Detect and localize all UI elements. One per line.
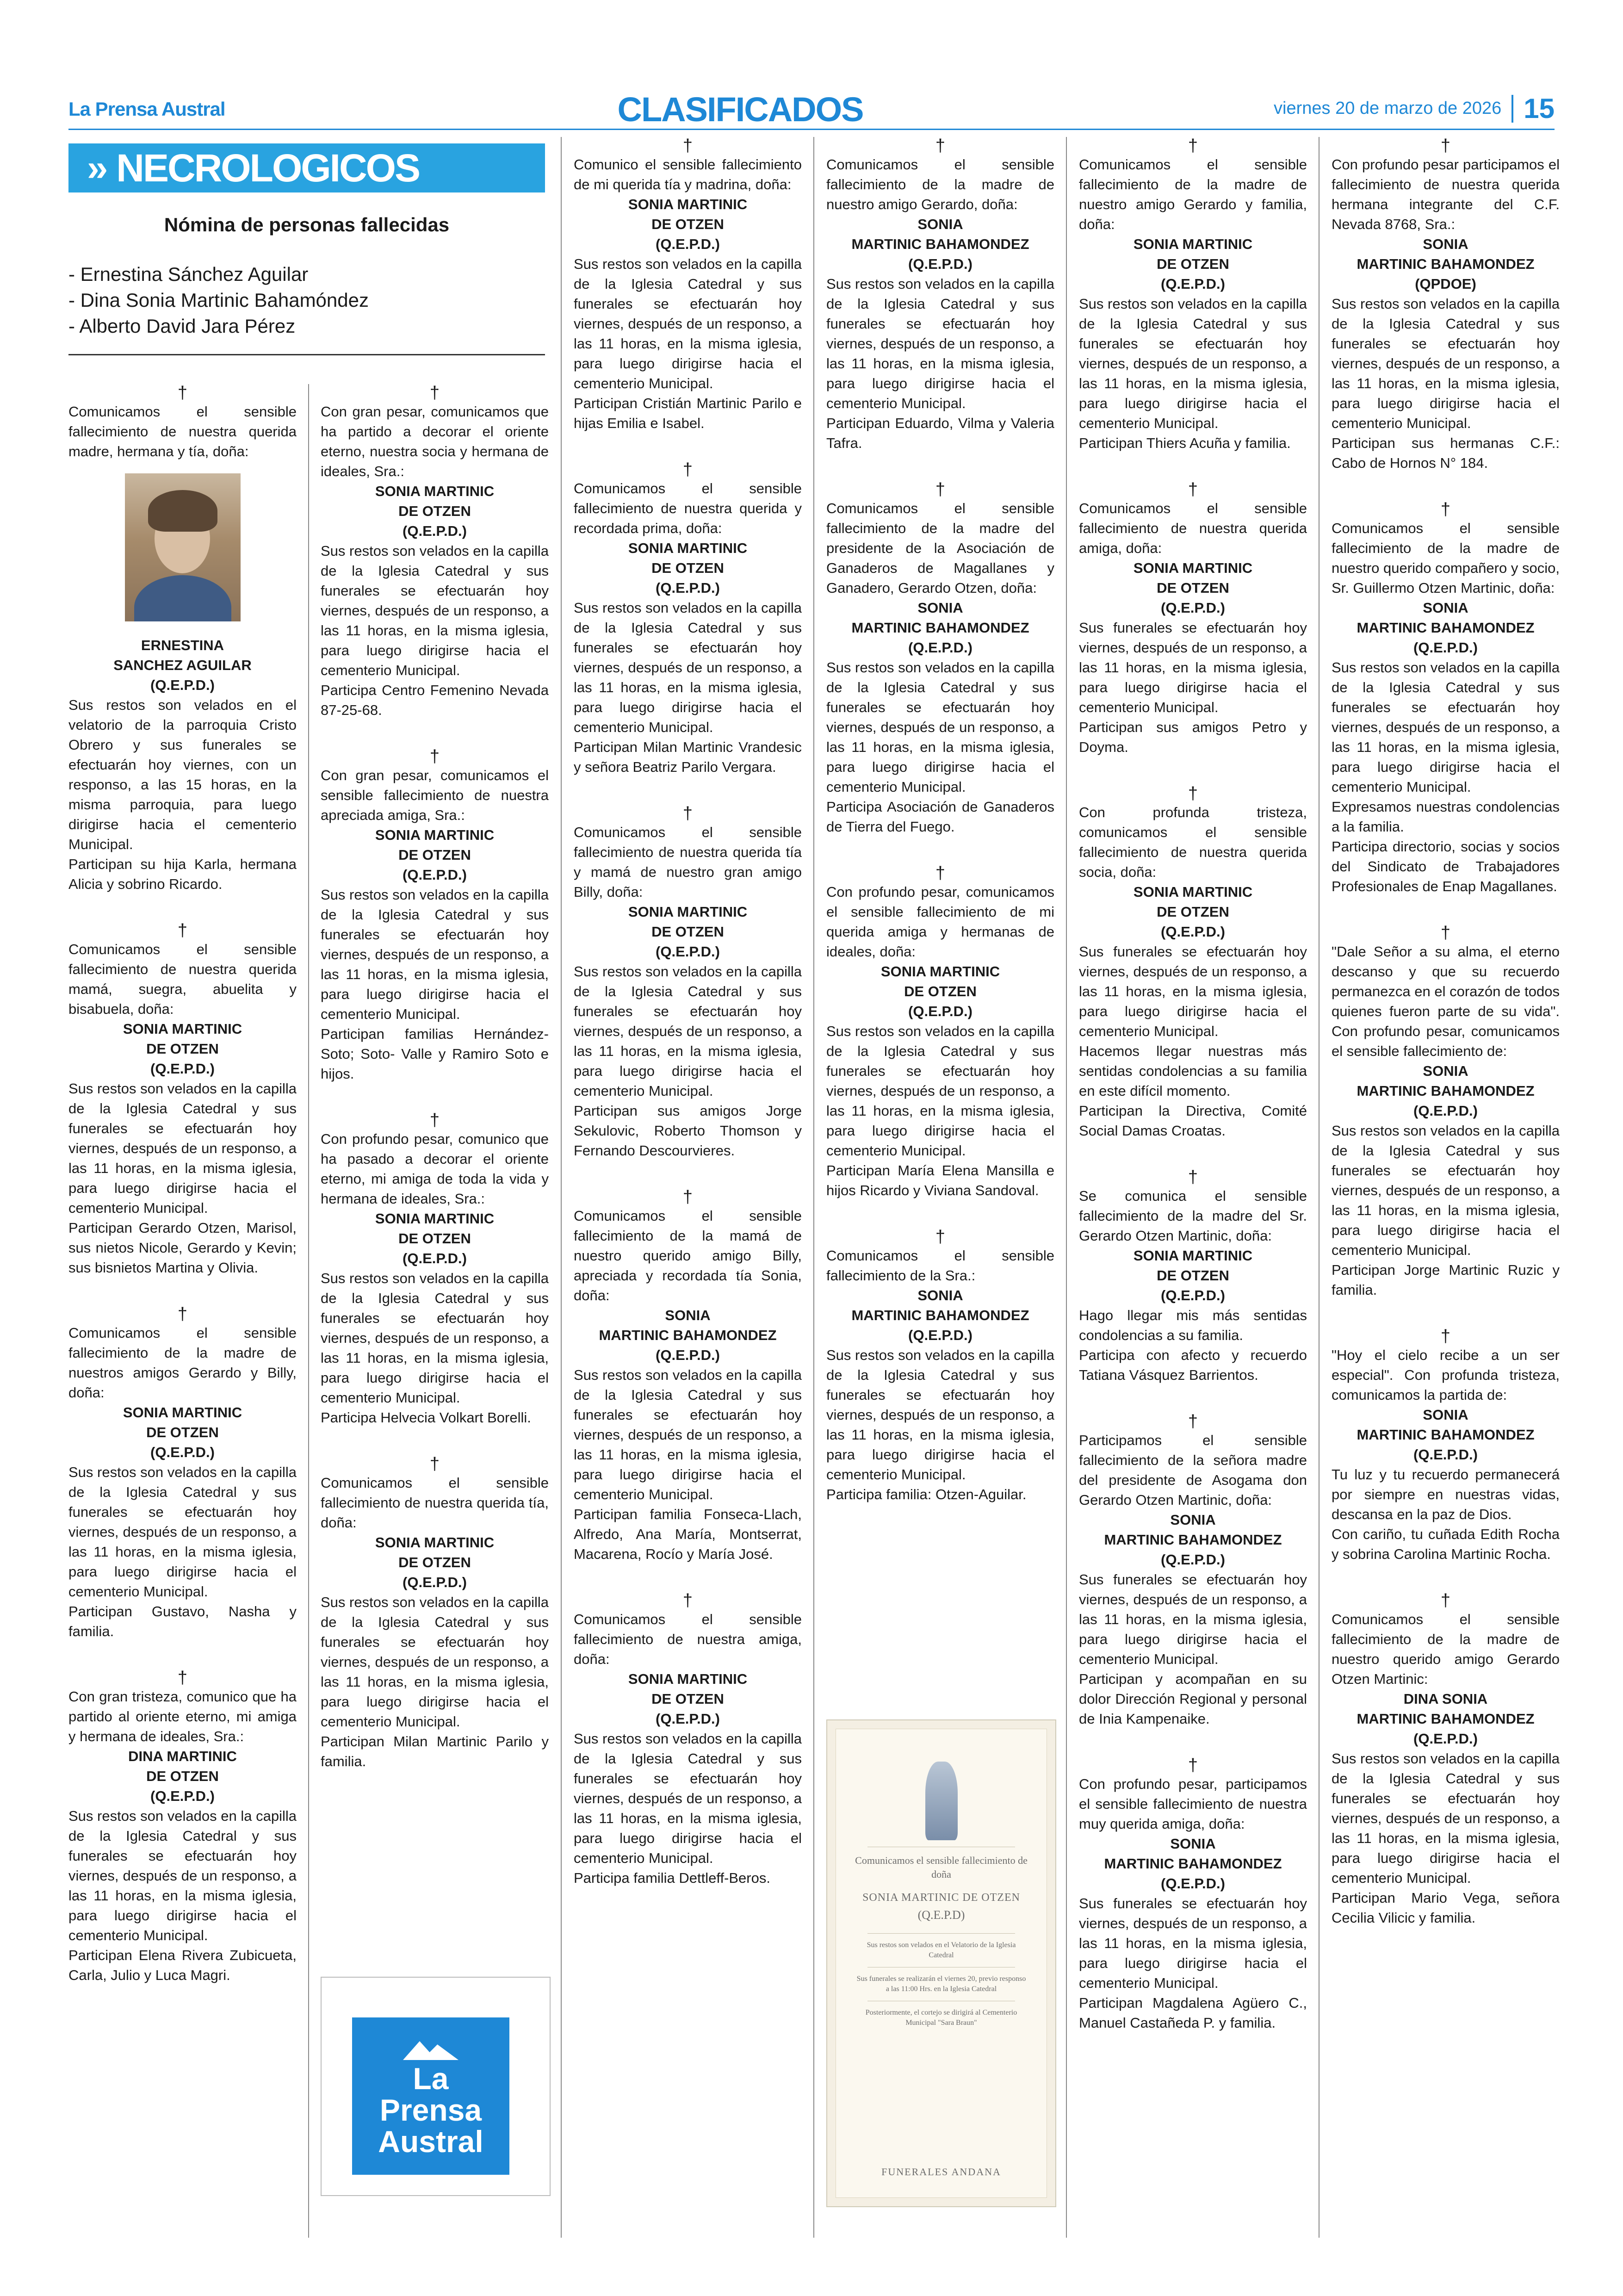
qepd-label: (Q.E.P.D.) bbox=[150, 1788, 215, 1804]
notice-intro: Con gran tristeza, comunico que ha partido al oriente eterno, mi amiga y hermana de ideales, Sra.: bbox=[68, 1688, 297, 1744]
deceased-name: DE OTZEN bbox=[146, 1424, 219, 1440]
column-divider bbox=[308, 384, 309, 2238]
mountains-icon bbox=[403, 2035, 458, 2063]
cross-icon: † bbox=[429, 1454, 440, 1474]
deceased-name: MARTINIC BAHAMONDEZ bbox=[1357, 1711, 1535, 1727]
obituary-notice bbox=[68, 1305, 297, 1641]
card-rule bbox=[867, 1933, 1015, 1934]
deceased-name: SONIA bbox=[665, 1307, 711, 1323]
funeral-card-inner bbox=[836, 1729, 1047, 2198]
notice-participants: Participan Jorge Martinic Ruzic y familia. bbox=[1332, 1262, 1560, 1298]
obituary-notice bbox=[574, 461, 802, 777]
notice-intro: Con profunda tristeza, comunicamos el sensible fallecimiento de nuestra querida socia, doña: bbox=[1079, 804, 1307, 880]
notice-participants: Participan Gerardo Otzen, Marisol, sus nietos Nicole, Gerardo y Kevin; sus bisnietos Martina y Olivia. bbox=[68, 1220, 297, 1276]
notice-body: Sus restos son velados en la capilla de la Iglesia Catedral y sus funerales se efectuarán hoy viernes, después de un responso, a las 11 horas, en la misma iglesia, para luego dirigirse hacia el cementerio Municipal. bbox=[321, 887, 549, 1022]
obituary-notice bbox=[68, 384, 297, 894]
qepd-label: (Q.E.P.D.) bbox=[1161, 1551, 1225, 1568]
deceased-name: SONIA bbox=[1170, 1512, 1216, 1528]
notice-participants: Participan y acompañan en su dolor Dirección Regional y personal de Inia Kampenaike. bbox=[1079, 1671, 1307, 1727]
card-funeral-home: FUNERALES ANDANA bbox=[881, 2166, 1001, 2178]
deceased-name: SONIA MARTINIC bbox=[628, 196, 748, 212]
deceased-name: DE OTZEN bbox=[398, 1230, 471, 1247]
notice-body: Hago llegar mis más sentidas condolencias a su familia. bbox=[1079, 1307, 1307, 1343]
notice-intro: Comunicamos el sensible fallecimiento de la madre de nuestro querido compañero y socio, Sr. Guillermo Otzen Martinic, doña: bbox=[1332, 520, 1560, 596]
notice-participants: Con cariño, tu cuñada Edith Rocha y sobrina Carolina Martinic Rocha. bbox=[1332, 1526, 1560, 1562]
section-heading: CLASIFICADOS bbox=[617, 90, 863, 129]
qepd-label: (Q.E.P.D.) bbox=[656, 943, 720, 960]
deceased-name: MARTINIC BAHAMONDEZ bbox=[851, 1307, 1029, 1323]
deceased-name: DE OTZEN bbox=[651, 924, 724, 940]
deceased-name: SONIA MARTINIC bbox=[375, 827, 495, 843]
obituary-notice bbox=[1079, 1168, 1307, 1385]
notice-intro: Comunicamos el sensible fallecimiento de nuestra amiga, doña: bbox=[574, 1611, 802, 1667]
notice-intro: Comunicamos el sensible fallecimiento de nuestra querida y recordada prima, doña: bbox=[574, 480, 802, 536]
obituary-notice bbox=[1332, 501, 1560, 896]
cross-icon: † bbox=[177, 921, 188, 940]
cross-icon: † bbox=[1188, 136, 1198, 155]
issue-date: viernes 20 de marzo de 2026 bbox=[1274, 99, 1502, 118]
notice-participants: Participa Centro Femenino Nevada 87-25-68. bbox=[321, 682, 549, 718]
notice-body: Sus restos son velados en la capilla de la Iglesia Catedral y sus funerales se efectuarán hoy viernes, después de un responso, a las 11 horas, en la misma iglesia, para luego dirigirse hacia el cementerio Municipal. bbox=[1332, 296, 1560, 431]
notice-participants: Participan la Directiva, Comité Social Damas Croatas. bbox=[1079, 1103, 1307, 1139]
nomina-item: - Ernestina Sánchez Aguilar bbox=[68, 263, 309, 285]
obituary-notice bbox=[1079, 481, 1307, 757]
notice-body: Sus restos son velados en la capilla de la Iglesia Catedral y sus funerales se efectuarán hoy viernes, después de un responso, a las 11 horas, en la misma iglesia, para luego dirigirse hacia el cementerio Municipal. bbox=[321, 1270, 549, 1406]
deceased-name: MARTINIC BAHAMONDEZ bbox=[1357, 620, 1535, 636]
notice-participants: Participan María Elena Mansilla e hijos Ricardo y Viviana Sandoval. bbox=[826, 1162, 1054, 1198]
column-divider bbox=[813, 137, 814, 2238]
notice-column-4 bbox=[826, 137, 1054, 1532]
obituary-notice bbox=[574, 805, 802, 1160]
qepd-label: (Q.E.P.D.) bbox=[150, 1061, 215, 1077]
double-chevron-icon: ›› bbox=[87, 147, 105, 188]
deceased-name: SONIA bbox=[1423, 1063, 1468, 1079]
notice-column-1 bbox=[68, 384, 297, 2013]
notice-participants: Participan Elena Rivera Zubicueta, Carla, Julio y Luca Magri. bbox=[68, 1947, 297, 1983]
notice-participants: Participa directorio, socias y socios del Sindicato de Trabajadores Profesionales de Enap Magallanes. bbox=[1332, 838, 1560, 894]
notice-participants: Participa familia: Otzen-Aguilar. bbox=[826, 1486, 1027, 1502]
newspaper-logo bbox=[352, 2017, 509, 2175]
nomina-list bbox=[68, 261, 369, 339]
notice-body: Sus funerales se efectuarán hoy viernes, después de un responso, a las 11 horas, en la misma iglesia, para luego dirigirse hacia el cementerio Municipal. bbox=[1079, 943, 1307, 1039]
obituary-notice bbox=[321, 748, 549, 1084]
deceased-photo bbox=[125, 473, 241, 621]
cross-icon: † bbox=[1440, 923, 1451, 943]
notice-participants: Participan sus hermanas C.F.: Cabo de Hornos N° 184. bbox=[1332, 435, 1560, 471]
obituary-notice bbox=[1332, 924, 1560, 1300]
cross-icon: † bbox=[1440, 500, 1451, 519]
deceased-name: DE OTZEN bbox=[1157, 904, 1229, 920]
nomina-title: Nómina de personas fallecidas bbox=[164, 214, 450, 236]
card-funeral-info: Sus funerales se realizarán el viernes 20, previo responso a las 11:00 Hrs. en la Iglesia Catedral bbox=[856, 1975, 1026, 1993]
qepd-label: (Q.E.P.D.) bbox=[656, 236, 720, 252]
notice-body: Sus restos son velados en la capilla de la Iglesia Catedral y sus funerales se efectuarán hoy viernes, después de un responso, a las 11 horas, en la misma iglesia, para luego dirigirse hacia el cementerio Municipal. bbox=[1332, 659, 1560, 795]
qepd-label: (Q.E.P.D.) bbox=[656, 1347, 720, 1363]
obituary-notice bbox=[1079, 137, 1307, 453]
notice-column-6 bbox=[1332, 137, 1560, 1955]
cross-icon: † bbox=[682, 1187, 693, 1207]
deceased-name: SONIA MARTINIC bbox=[375, 483, 495, 499]
cross-icon: † bbox=[1440, 136, 1451, 155]
notice-intro: Comunico el sensible fallecimiento de mi querida tía y madrina, doña: bbox=[574, 156, 802, 192]
deceased-name: ERNESTINA bbox=[141, 637, 224, 653]
deceased-name: SONIA MARTINIC bbox=[628, 1671, 748, 1687]
cross-icon: † bbox=[682, 1591, 693, 1610]
deceased-name: SONIA MARTINIC bbox=[880, 963, 1000, 980]
notice-participants: Participa Helvecia Volkart Borelli. bbox=[321, 1409, 531, 1426]
cross-icon: † bbox=[1440, 1591, 1451, 1610]
obituary-notice bbox=[1332, 1328, 1560, 1564]
logo-text-austral: Austral bbox=[378, 2124, 483, 2159]
column-divider bbox=[561, 137, 562, 2238]
obituary-notice bbox=[321, 384, 549, 720]
deceased-name: MARTINIC BAHAMONDEZ bbox=[1357, 256, 1535, 272]
nomina-item: - Dina Sonia Martinic Bahamóndez bbox=[68, 289, 369, 311]
notice-body: Sus restos son velados en la capilla de la Iglesia Catedral y sus funerales se efectuarán hoy viernes, después de un responso, a las 11 horas, en la misma iglesia, para luego dirigirse hacia el cementerio Municipal. bbox=[1332, 1123, 1560, 1258]
card-deceased-name: SONIA MARTINIC DE OTZEN bbox=[862, 1892, 1020, 1904]
qepd-label: (Q.E.P.D.) bbox=[150, 1444, 215, 1460]
qepd-label: (Q.E.P.D.) bbox=[1413, 1103, 1478, 1119]
obituary-notice bbox=[321, 1111, 549, 1427]
section-title-box bbox=[68, 143, 545, 192]
notice-participants: Participan sus amigos Jorge Sekulovic, Roberto Thomson y Fernando Descourvieres. bbox=[574, 1103, 802, 1159]
deceased-name: DE OTZEN bbox=[146, 1041, 219, 1057]
notice-intro: Comunicamos el sensible fallecimiento de la Sra.: bbox=[826, 1247, 1054, 1284]
qepd-label: (Q.E.P.D.) bbox=[656, 580, 720, 596]
qepd-label: (Q.E.P.D.) bbox=[908, 1003, 973, 1019]
obituary-notice bbox=[826, 864, 1054, 1200]
notice-body: Sus restos son velados en el velatorio de la parroquia Cristo Obrero y sus funerales se efectuarán hoy viernes, con un responso, a las 15 horas, en la misma parroquia, para luego dirigirse hacia el cementerio Municipal. bbox=[68, 697, 297, 852]
obituary-notice bbox=[321, 1455, 549, 1771]
notice-participants: Participan Mario Vega, señora Cecilia Vilicic y familia. bbox=[1332, 1890, 1560, 1926]
card-qepd: (Q.E.P.D) bbox=[917, 1908, 965, 1922]
cross-icon: † bbox=[177, 383, 188, 403]
deceased-name: SONIA bbox=[1170, 1836, 1216, 1852]
notice-body: Sus funerales se efectuarán hoy viernes, después de un responso, a las 11 horas, en la misma iglesia, para luego dirigirse hacia el cementerio Municipal. bbox=[1079, 1571, 1307, 1667]
deceased-name: MARTINIC BAHAMONDEZ bbox=[851, 236, 1029, 252]
qepd-label: (Q.E.P.D.) bbox=[1413, 1731, 1478, 1747]
qepd-label: (Q.E.P.D.) bbox=[150, 677, 215, 693]
notice-body: Sus restos son velados en la capilla de la Iglesia Catedral y sus funerales se efectuarán hoy viernes, después de un responso, a las 11 horas, en la misma iglesia, para luego dirigirse hacia el cementerio Municipal. bbox=[574, 1731, 802, 1866]
deceased-name: DE OTZEN bbox=[1157, 256, 1229, 272]
cross-icon: † bbox=[682, 804, 693, 823]
notice-intro: Se comunica el sensible fallecimiento de la madre del Sr. Gerardo Otzen Martinic, doña: bbox=[1079, 1188, 1307, 1244]
deceased-name: DE OTZEN bbox=[651, 216, 724, 232]
deceased-name: DINA SONIA bbox=[1403, 1691, 1488, 1707]
obituary-notice bbox=[574, 137, 802, 433]
notice-intro: Comunicamos el sensible fallecimiento de nuestra querida tía y mamá de nuestro gran amigo Billy, doña: bbox=[574, 824, 802, 900]
notice-body: Sus restos son velados en la capilla de la Iglesia Catedral y sus funerales se efectuarán hoy viernes, después de un responso, a las 11 horas, en la misma iglesia, para luego dirigirse hacia el cementerio Municipal. bbox=[321, 1594, 549, 1730]
notice-participants: Participan familias Hernández- Soto; Soto- Valle y Ramiro Soto e hijos. bbox=[321, 1026, 549, 1082]
notice-intro: Comunicamos el sensible fallecimiento de nuestra querida tía, doña: bbox=[321, 1475, 549, 1531]
notice-body: Sus restos son velados en la capilla de la Iglesia Catedral y sus funerales se efectuarán hoy viernes, después de un responso, a las 11 horas, en la misma iglesia, para luego dirigirse hacia el cementerio Municipal. bbox=[68, 1808, 297, 1943]
cross-icon: † bbox=[429, 1111, 440, 1130]
notice-intro: Comunicamos el sensible fallecimiento de la madre del presidente de la Asociación de Ganaderos de Magallanes y Ganadero, Gerardo Otzen, doña: bbox=[826, 500, 1054, 596]
notice-intro: Comunicamos el sensible fallecimiento de nuestra querida amiga, doña: bbox=[1079, 500, 1307, 556]
deceased-name: SONIA MARTINIC bbox=[1133, 1247, 1253, 1264]
cross-icon: † bbox=[935, 480, 946, 499]
notice-body: Sus restos son velados en la capilla de la Iglesia Catedral y sus funerales se efectuarán hoy viernes, después de un responso, a las 11 horas, en la misma iglesia, para luego dirigirse hacia el cementerio Municipal. bbox=[68, 1080, 297, 1216]
qepd-label: (Q.E.P.D.) bbox=[1161, 600, 1225, 616]
deceased-name: MARTINIC BAHAMONDEZ bbox=[599, 1327, 777, 1343]
obituary-notice bbox=[68, 922, 297, 1278]
notice-intro: Con gran pesar, comunicamos el sensible fallecimiento de nuestra apreciada amiga, Sra.: bbox=[321, 767, 549, 823]
deceased-name: DE OTZEN bbox=[1157, 580, 1229, 596]
notice-intro: Con profundo pesar, comunico que ha pasado a decorar el oriente eterno, mi amiga de toda la vida y hermana de ideales, Sra.: bbox=[321, 1131, 549, 1207]
notice-body: Sus restos son velados en la capilla de la Iglesia Catedral y sus funerales se efectuarán hoy viernes, después de un responso, a las 11 horas, en la misma iglesia, para luego dirigirse hacia el cementerio Municipal. bbox=[826, 1347, 1054, 1483]
notice-participants: Participa familia Dettleff-Beros. bbox=[574, 1870, 770, 1886]
qepd-label: (Q.E.P.D.) bbox=[403, 523, 467, 539]
notice-participants: Participan Milan Martinic Parilo y familia. bbox=[321, 1733, 549, 1769]
cross-icon: † bbox=[935, 863, 946, 883]
notice-body: Expresamos nuestras condolencias a la familia. bbox=[1332, 799, 1560, 835]
nomina-divider bbox=[68, 354, 545, 355]
deceased-name: DE OTZEN bbox=[651, 1691, 724, 1707]
obituary-notice bbox=[1079, 1413, 1307, 1729]
notice-intro: Con profundo pesar, comunicamos el sensible fallecimiento de mi querida amiga y hermanas de ideales, doña: bbox=[826, 884, 1054, 960]
obituary-notice bbox=[826, 137, 1054, 453]
deceased-name: SONIA MARTINIC bbox=[123, 1404, 242, 1421]
deceased-name: SONIA bbox=[1423, 236, 1468, 252]
deceased-name: SONIA bbox=[917, 216, 963, 232]
deceased-name: DE OTZEN bbox=[398, 503, 471, 519]
notice-intro: Con gran pesar, comunicamos que ha partido a decorar el oriente eterno, nuestra socia y hermana de ideales, Sra.: bbox=[321, 403, 549, 479]
notice-participants: Participan sus amigos Petro y Doyma. bbox=[1079, 719, 1307, 755]
deceased-name: SONIA MARTINIC bbox=[1133, 884, 1253, 900]
qepd-label: (Q.E.P.D.) bbox=[1413, 639, 1478, 656]
notice-participants: Participa Asociación de Ganaderos de Tierra del Fuego. bbox=[826, 799, 1054, 835]
deceased-name: SONIA MARTINIC bbox=[1133, 236, 1253, 252]
notice-intro: Comunicamos el sensible fallecimiento de la madre de nuestro amigo Gerardo, doña: bbox=[826, 156, 1054, 212]
card-cortege-info: Posteriormente, el cortejo se dirigirá al Cementerio Municipal "Sara Braun" bbox=[865, 2009, 1017, 2027]
cross-icon: † bbox=[1188, 1756, 1198, 1775]
notice-body: Hacemos llegar nuestras más sentidas condolencias a su familia en este difícil momento. bbox=[1079, 1043, 1307, 1099]
nomina-item: - Alberto David Jara Pérez bbox=[68, 315, 296, 337]
deceased-name: SONIA bbox=[1423, 1407, 1468, 1423]
deceased-name: MARTINIC BAHAMONDEZ bbox=[1104, 1532, 1282, 1548]
qepd-label: (Q.E.P.D.) bbox=[403, 1250, 467, 1266]
notice-body: Sus restos son velados en la capilla de la Iglesia Catedral y sus funerales se efectuarán hoy viernes, después de un responso, a las 11 horas, en la misma iglesia, para luego dirigirse hacia el cementerio Municipal. bbox=[574, 963, 802, 1099]
obituary-notice bbox=[574, 1188, 802, 1564]
deceased-name: DE OTZEN bbox=[1157, 1267, 1229, 1284]
notice-intro: Comunicamos el sensible fallecimiento de nuestra querida madre, hermana y tía, doña: bbox=[68, 403, 297, 459]
notice-body: Sus restos son velados en la capilla de la Iglesia Catedral y sus funerales se efectuarán hoy viernes, después de un responso, a las 11 horas, en la misma iglesia, para luego dirigirse hacia el cementerio Municipal. bbox=[68, 1464, 297, 1600]
deceased-name: SONIA MARTINIC bbox=[628, 904, 748, 920]
deceased-name: DE OTZEN bbox=[398, 847, 471, 863]
obituary-notice bbox=[1079, 785, 1307, 1141]
notice-body: Sus restos son velados en la capilla de la Iglesia Catedral y sus funerales se efectuarán hoy viernes, después de un responso, a las 11 horas, en la misma iglesia, para luego dirigirse hacia el cementerio Municipal. bbox=[826, 276, 1054, 411]
cross-icon: † bbox=[177, 1668, 188, 1688]
deceased-name: DE OTZEN bbox=[398, 1554, 471, 1570]
virgin-image-icon bbox=[925, 1762, 958, 1840]
obituary-notice bbox=[574, 1592, 802, 1888]
deceased-name: SONIA MARTINIC bbox=[123, 1021, 242, 1037]
deceased-name: SONIA bbox=[1423, 600, 1468, 616]
notice-body: Sus restos son velados en la capilla de la Iglesia Catedral y sus funerales se efectuarán hoy viernes, después de un responso, a las 11 horas, en la misma iglesia, para luego dirigirse hacia el cementerio Municipal. bbox=[574, 256, 802, 391]
notice-participants: Participa con afecto y recuerdo Tatiana Vásquez Barrientos. bbox=[1079, 1347, 1307, 1383]
cross-icon: † bbox=[429, 747, 440, 766]
cross-icon: † bbox=[429, 383, 440, 403]
deceased-name: DE OTZEN bbox=[904, 983, 977, 999]
cross-icon: † bbox=[177, 1304, 188, 1324]
qepd-label: (Q.E.P.D.) bbox=[1161, 276, 1225, 292]
newspaper-logo-ad bbox=[321, 1977, 551, 2196]
notice-body: Tu luz y tu recuerdo permanecerá por siempre en nuestras vidas, descansa en la paz de Dios. bbox=[1332, 1466, 1560, 1522]
notice-column-2 bbox=[321, 384, 549, 1799]
notice-body: Sus restos son velados en la capilla de la Iglesia Catedral y sus funerales se efectuarán hoy viernes, después de un responso, a las 11 horas, en la misma iglesia, para luego dirigirse hacia el cementerio Municipal. bbox=[574, 1367, 802, 1502]
qepd-label: (Q.E.P.D.) bbox=[403, 1574, 467, 1590]
notice-participants: Participan familia Fonseca-Llach, Alfredo, Ana María, Montserrat, Macarena, Rocío y María José. bbox=[574, 1506, 802, 1562]
notice-participants: Participan Eduardo, Vilma y Valeria Tafra. bbox=[826, 415, 1054, 451]
notice-intro: "Hoy el cielo recibe a un ser especial". Con profunda tristeza, comunicamos la partida de: bbox=[1332, 1347, 1560, 1403]
funeral-card bbox=[826, 1719, 1056, 2207]
cross-icon: † bbox=[682, 460, 693, 479]
qepd-label: (Q.E.P.D.) bbox=[1161, 1875, 1225, 1892]
notice-intro: "Dale Señor a su alma, el eterno descanso y que su recuerdo permanezca en el corazón de todos quienes fueron parte de su vida". Con profundo pesar, comunicamos el sensible fallecimiento de: bbox=[1332, 943, 1560, 1059]
qepd-label: (Q.E.P.D.) bbox=[908, 1327, 973, 1343]
cross-icon: † bbox=[682, 136, 693, 155]
notice-body: Sus restos son velados en la capilla de la Iglesia Catedral y sus funerales se efectuarán hoy viernes, después de un responso, a las 11 horas, en la misma iglesia, para luego dirigirse hacia el cementerio Municipal. bbox=[574, 600, 802, 735]
section-title: NECROLOGICOS bbox=[116, 146, 419, 190]
notice-intro: Comunicamos el sensible fallecimiento de la madre de nuestro querido amigo Gerardo Otzen Martinic: bbox=[1332, 1611, 1560, 1687]
deceased-name: MARTINIC BAHAMONDEZ bbox=[1104, 1855, 1282, 1872]
header-separator bbox=[1511, 95, 1513, 123]
notice-intro: Comunicamos el sensible fallecimiento de la mamá de nuestro querido amigo Billy, apreciada y recordada tía Sonia, doña: bbox=[574, 1208, 802, 1303]
deceased-name: DE OTZEN bbox=[651, 560, 724, 576]
deceased-name: MARTINIC BAHAMONDEZ bbox=[1357, 1427, 1535, 1443]
header-rule bbox=[68, 129, 1555, 130]
notice-body: Sus funerales se efectuarán hoy viernes, después de un responso, a las 11 horas, en la misma iglesia, para luego dirigirse hacia el cementerio Municipal. bbox=[1079, 1895, 1307, 1991]
qepd-label: (Q.E.P.D.) bbox=[656, 1711, 720, 1727]
deceased-name: SONIA bbox=[917, 600, 963, 616]
cross-icon: † bbox=[1188, 480, 1198, 499]
notice-intro: Participamos el sensible fallecimiento de la señora madre del presidente de Asogama don Gerardo Otzen Martinic, doña: bbox=[1079, 1432, 1307, 1508]
cross-icon: † bbox=[935, 1227, 946, 1247]
notice-column-3 bbox=[574, 137, 802, 1916]
logo-text-prensa: Prensa bbox=[379, 2093, 482, 2127]
obituary-notice bbox=[826, 1228, 1054, 1504]
deceased-name: SONIA MARTINIC bbox=[375, 1534, 495, 1551]
deceased-name: MARTINIC BAHAMONDEZ bbox=[851, 620, 1029, 636]
deceased-name: DINA MARTINIC bbox=[128, 1748, 237, 1764]
deceased-name: MARTINIC BAHAMONDEZ bbox=[1357, 1083, 1535, 1099]
notice-intro: Comunicamos el sensible fallecimiento de la madre de nuestros amigos Gerardo y Billy, doña: bbox=[68, 1325, 297, 1401]
notice-body: Sus restos son velados en la capilla de la Iglesia Catedral y sus funerales se efectuarán hoy viernes, después de un responso, a las 11 horas, en la misma iglesia, para luego dirigirse hacia el cementerio Municipal. bbox=[321, 543, 549, 678]
obituary-notice bbox=[1079, 1756, 1307, 2033]
cross-icon: † bbox=[1188, 784, 1198, 803]
notice-intro: Comunicamos el sensible fallecimiento de la madre de nuestro amigo Gerardo y familia, doña: bbox=[1079, 156, 1307, 232]
notice-body: Sus funerales se efectuarán hoy viernes, después de un responso, a las 11 horas, en la misma iglesia, para luego dirigirse hacia el cementerio Municipal. bbox=[1079, 620, 1307, 715]
notice-body: Sus restos son velados en la capilla de la Iglesia Catedral y sus funerales se efectuarán hoy viernes, después de un responso, a las 11 horas, en la misma iglesia, para luego dirigirse hacia el cementerio Municipal. bbox=[826, 659, 1054, 795]
notice-participants: Participan Milan Martinic Vrandesic y señora Beatriz Parilo Vergara. bbox=[574, 739, 802, 775]
notice-intro: Con profundo pesar, participamos el sensible fallecimiento de nuestra muy querida amiga, doña: bbox=[1079, 1776, 1307, 1832]
obituary-notice bbox=[826, 481, 1054, 837]
deceased-name: SANCHEZ AGUILAR bbox=[113, 657, 252, 673]
deceased-name: SONIA MARTINIC bbox=[375, 1210, 495, 1227]
page-info bbox=[1274, 93, 1555, 124]
column-divider bbox=[1066, 137, 1067, 2238]
cross-icon: † bbox=[1188, 1167, 1198, 1187]
qepd-label: (Q.E.P.D.) bbox=[908, 256, 973, 272]
qepd-label: (Q.E.P.D.) bbox=[1413, 1446, 1478, 1463]
card-wake-info: Sus restos son velados en el Velatorio de la Iglesia Catedral bbox=[867, 1941, 1016, 1959]
deceased-name: SONIA bbox=[917, 1287, 963, 1303]
notice-participants: Participan Thiers Acuña y familia. bbox=[1079, 435, 1291, 451]
notice-body: Sus restos son velados en la capilla de la Iglesia Catedral y sus funerales se efectuarán hoy viernes, después de un responso, a las 11 horas, en la misma iglesia, para luego dirigirse hacia el cementerio Municipal. bbox=[1079, 296, 1307, 431]
notice-intro: Con profundo pesar participamos el fallecimiento de nuestra querida hermana integrante del C.F. Nevada 8768, Sra.: bbox=[1332, 156, 1560, 232]
brand-name: La Prensa Austral bbox=[68, 98, 225, 120]
card-intro: Comunicamos el sensible fallecimiento de doña bbox=[855, 1855, 1028, 1880]
notice-participants: Participan Magdalena Agüero C., Manuel Castañeda P. y familia. bbox=[1079, 1995, 1307, 2031]
deceased-name: SONIA MARTINIC bbox=[1133, 560, 1253, 576]
page-number: 15 bbox=[1524, 93, 1555, 124]
qepd-label: (Q.E.P.D.) bbox=[403, 867, 467, 883]
qepd-label: (Q.E.P.D.) bbox=[1161, 1287, 1225, 1303]
notice-intro: Comunicamos el sensible fallecimiento de nuestra querida mamá, suegra, abuelita y bisabuela, doña: bbox=[68, 941, 297, 1017]
deceased-name: DE OTZEN bbox=[146, 1768, 219, 1784]
qepd-label: (Q.E.P.D.) bbox=[1161, 924, 1225, 940]
obituary-notice bbox=[1332, 137, 1560, 473]
cross-icon: † bbox=[935, 136, 946, 155]
cross-icon: † bbox=[1188, 1412, 1198, 1431]
notice-body: Sus restos son velados en la capilla de la Iglesia Catedral y sus funerales se efectuarán hoy viernes, después de un responso, a las 11 horas, en la misma iglesia, para luego dirigirse hacia el cementerio Municipal. bbox=[1332, 1750, 1560, 1886]
obituary-notice bbox=[68, 1669, 297, 1985]
qepd-label: (Q.E.P.D.) bbox=[908, 639, 973, 656]
deceased-name: SONIA MARTINIC bbox=[628, 540, 748, 556]
obituary-notice bbox=[1332, 1592, 1560, 1928]
notice-participants: Participan Gustavo, Nasha y familia. bbox=[68, 1603, 297, 1639]
notice-participants: Participan Cristián Martinic Parilo e hijas Emilia e Isabel. bbox=[574, 395, 802, 431]
notice-body: Sus restos son velados en la capilla de la Iglesia Catedral y sus funerales se efectuarán hoy viernes, después de un responso, a las 11 horas, en la misma iglesia, para luego dirigirse hacia el cementerio Municipal. bbox=[826, 1023, 1054, 1159]
qepd-label: (QPDOE) bbox=[1415, 276, 1476, 292]
cross-icon: † bbox=[1440, 1327, 1451, 1346]
notice-column-5 bbox=[1079, 137, 1307, 2060]
notice-participants: Participan su hija Karla, hermana Alicia y sobrino Ricardo. bbox=[68, 856, 297, 892]
logo-text-la: La bbox=[413, 2061, 449, 2096]
